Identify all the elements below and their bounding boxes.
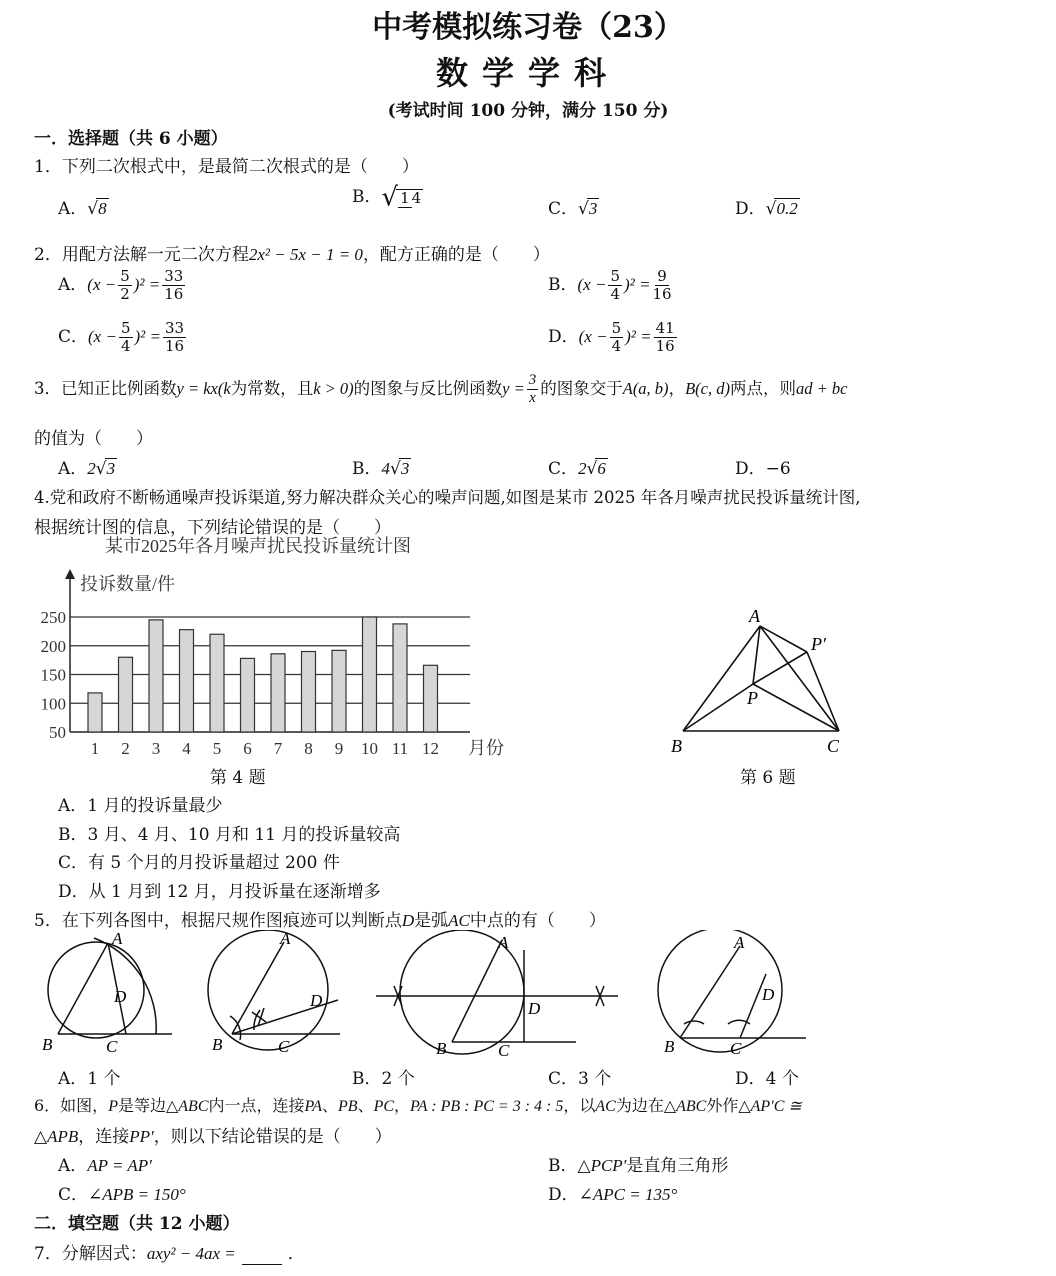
x-tick-label: 2 [121, 739, 130, 758]
y-axis-label: 投诉数量/件 [80, 574, 176, 594]
bar [271, 654, 285, 732]
q1-option-b[interactable]: B．√ 1 4 [352, 182, 422, 213]
vertex-c: C [827, 736, 840, 756]
bar [210, 634, 224, 732]
q6-option-d[interactable]: D．∠APC = 135° [548, 1185, 678, 1205]
x-tick-label: 3 [151, 739, 161, 758]
answer-blank[interactable] [242, 1244, 282, 1265]
y-tick-label: 100 [40, 694, 66, 714]
fig5-1-label-c: C [106, 1037, 118, 1056]
question-3-stem: 3．已知正比例函数y = kx(k为常数，且k > 0)的图象与反比例函数y = $\frac{3}{x}$ 的图象交于A(a, b)，B(c, d)两点，则ad + bc [34, 372, 848, 406]
q2-option-d[interactable]: D．(x − $\frac{5}{4}$ )² = $\frac{41}{16}$ [548, 319, 675, 355]
vertex-p: P [747, 688, 758, 708]
q5-option-a[interactable]: A．1 个 [58, 1069, 121, 1089]
vertex-b: B [671, 736, 682, 756]
q4-option-b[interactable]: B．3 月、4 月、10 月和 11 月的投诉量较高 [58, 825, 401, 845]
subject-title: 数学学科 [435, 54, 620, 92]
fig5-3-label-b: B [436, 1039, 447, 1058]
exam-title: 中考模拟练习卷（23） [372, 10, 684, 45]
q4-option-d[interactable]: D．从 1 月到 12 月，月投诉量在逐渐增多 [58, 882, 381, 902]
x-tick-label: 4 [182, 739, 191, 758]
y-tick-label: 50 [49, 723, 66, 742]
q1-option-a[interactable]: A．√8 [58, 199, 107, 219]
x-tick-label: 8 [304, 739, 313, 758]
q3-option-d[interactable]: D．−6 [735, 459, 791, 479]
q3-option-c[interactable]: C．2√6 [548, 459, 606, 479]
bar [149, 620, 163, 732]
bar [393, 624, 407, 732]
x-tick-label: 6 [243, 739, 252, 758]
fig5-4-label-c: C [730, 1039, 742, 1058]
q1-option-c[interactable]: C．√3 [548, 199, 598, 219]
bar [88, 693, 102, 732]
q4-option-a[interactable]: A．1 月的投诉量最少 [58, 796, 223, 816]
fig5-4-label-b: B [664, 1037, 675, 1056]
fig5-2-label-a: A [280, 930, 291, 948]
bar [363, 617, 377, 732]
fig5-2-label-d: D [310, 991, 323, 1010]
q5-option-b[interactable]: B．2 个 [352, 1069, 415, 1089]
fig5-1-label-a: A [112, 930, 123, 948]
q5-option-c[interactable]: C．3 个 [548, 1069, 612, 1089]
question-7: 7．分解因式：axy² − 4ax = ． [34, 1244, 305, 1264]
question-1-stem: 1．下列二次根式中，是最简二次根式的是（ ） [34, 157, 419, 177]
y-tick-label: 150 [40, 665, 66, 685]
x-tick-label: 11 [391, 739, 409, 758]
fig5-4-label-a: A [734, 933, 745, 952]
question-6-stem: 6．如图，P是等边△ABC内一点，连接PA、PB、PC，PA : PB : PC = 3 : 4 : 5，以AC为边在△ABC外作△AP′C ≅ [34, 1096, 802, 1115]
bar-chart [30, 532, 530, 762]
fig5-3-label-d: D [528, 999, 541, 1018]
exam-note: (考试时间 100 分钟，满分 150 分) [387, 101, 669, 121]
chart-title: 某市2025年各月噪声扰民投诉量统计图 [105, 536, 411, 556]
y-tick-label: 250 [40, 608, 66, 627]
q2-option-a[interactable]: A．(x − $\frac{5}{2}$ )² = $\frac{33}{16}$ [58, 267, 184, 303]
fig5-4-label-d: D [762, 985, 775, 1004]
fig5-2-label-c: C [278, 1037, 290, 1056]
q3-option-b[interactable]: B．4√3 [352, 459, 410, 479]
q2-option-b[interactable]: B．(x − $\frac{5}{4}$ )² = $\frac{9}{16}$ [548, 267, 672, 303]
q6-option-c[interactable]: C．∠APB = 150° [58, 1185, 186, 1205]
question-2-stem: 2．用配方法解一元二次方程2x² − 5x − 1 = 0，配方正确的是（ ） [34, 245, 550, 265]
bar [119, 657, 133, 732]
x-tick-label: 7 [273, 739, 283, 758]
section-2-heading: 二．填空题（共 12 小题） [34, 1214, 240, 1234]
bar [302, 652, 316, 733]
fig5-1-label-d: D [114, 987, 127, 1006]
figure-6-caption: 第 6 题 [740, 768, 796, 788]
y-axis-arrow [65, 569, 75, 579]
q6-option-b[interactable]: B．△PCP′是直角三角形 [548, 1156, 729, 1176]
bar [424, 665, 438, 732]
x-tick-label: 10 [361, 739, 378, 758]
figure-6-triangle [665, 600, 855, 760]
section-heading: 一．选择题（共 6 小题） [34, 129, 228, 149]
vertex-p-prime: P′ [811, 634, 826, 654]
x-axis-label: 月份 [468, 738, 504, 758]
x-tick-label: 12 [422, 739, 439, 758]
figure-4-caption: 第 4 题 [210, 768, 266, 788]
question-4-line1: 4.党和政府不断畅通噪声投诉渠道,努力解决群众关心的噪声问题,如图是某市 2025 年各月噪声扰民投诉量统计图, [34, 488, 861, 507]
q6-option-a[interactable]: A．AP = AP′ [58, 1156, 152, 1176]
question-5-figures [28, 930, 818, 1060]
q1-option-d[interactable]: D．√0.2 [735, 199, 798, 219]
vertex-a: A [749, 606, 760, 626]
bar [332, 650, 346, 732]
q3-option-a[interactable]: A．2√3 [58, 459, 116, 479]
fig5-3-label-a: A [498, 933, 509, 952]
x-tick-label: 9 [334, 739, 344, 758]
x-tick-label: 5 [212, 739, 222, 758]
bar [180, 630, 194, 732]
question-3-line2: 的值为（ ） [34, 429, 153, 449]
q5-option-d[interactable]: D．4 个 [735, 1069, 799, 1089]
fig5-3-label-c: C [498, 1041, 510, 1060]
y-tick-label: 200 [40, 636, 66, 656]
question-4-line2: 根据统计图的信息，下列结论错误的是（ ） [34, 518, 391, 538]
fig5-1-label-b: B [42, 1035, 53, 1054]
question-5-stem: 5．在下列各图中，根据尺规作图痕迹可以判断点D是弧AC中点的有（ ） [34, 911, 606, 931]
q4-option-c[interactable]: C．有 5 个月的月投诉量超过 200 件 [58, 853, 340, 873]
x-tick-label: 1 [90, 739, 100, 758]
bar [241, 658, 255, 732]
question-6-line2: △APB，连接PP′，则以下结论错误的是（ ） [34, 1127, 392, 1147]
fig5-2-label-b: B [212, 1035, 223, 1054]
q2-option-c[interactable]: C．(x − $\frac{5}{4}$ )² = $\frac{33}{16}$ [58, 319, 185, 355]
